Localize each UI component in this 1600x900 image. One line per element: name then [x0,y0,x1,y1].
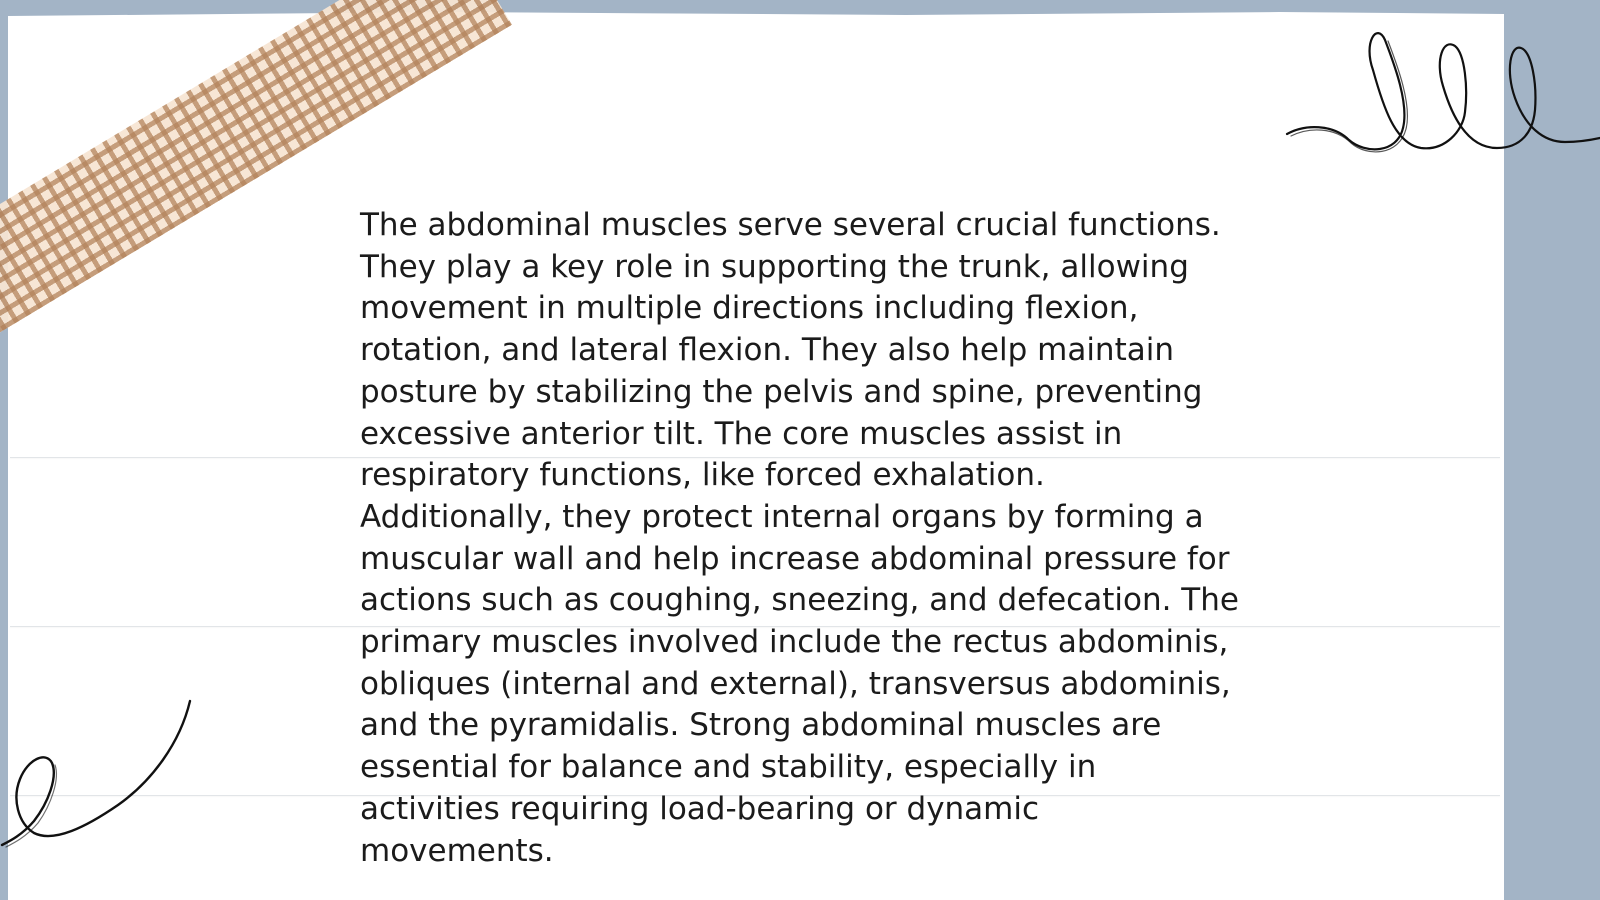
body-paragraph: The abdominal muscles serve several crucial functions. They play a key role in supporting the trunk, allowing movement in multiple directions including flexion, rotation, and lateral flexion. They also help maintain posture by stabilizing the pelvis and spine, preventing excessive anterior tilt. The core muscles assist in respiratory functions, like forced exhalation. Additionally, they protect internal organs by forming a muscular wall and help increase abdominal pressure for actions such as coughing, sneezing, and defecation. The primary muscles involved include the rectus abdominis, obliques (internal and external), transversus abdominis, and the pyramidalis. Strong abdominal muscles are essential for balance and stability, especially in activities requiring load-bearing or dynamic movements. [360,207,1239,869]
loop-scribble-icon [1285,30,1600,165]
loop-swirl-icon [0,695,200,855]
